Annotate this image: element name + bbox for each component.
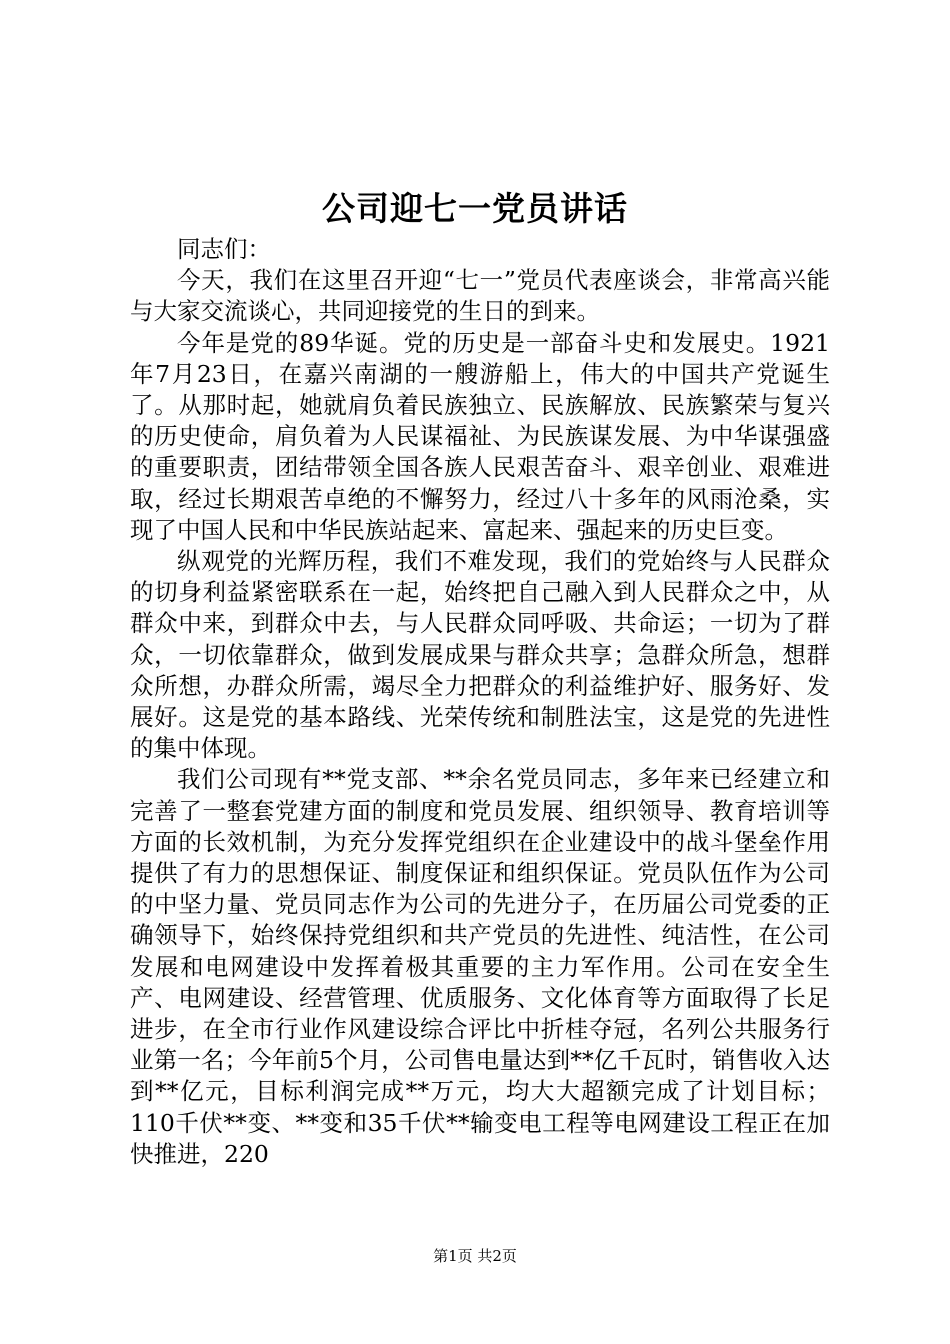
paragraph-salutation: 同志们： [177,235,271,263]
page-footer: 第1页 共2页 [433,1247,517,1265]
document-title: 公司迎七一党员讲话 [322,189,628,228]
document-body [130,234,830,1170]
paragraph-company-achievements: 我们公司现有**党支部、**余名党员同志，多年来已经建立和完善了一整套党建方面的制度和党员发展、组织领导、教育培训等方面的长效机制，为充分发挥党组织在企业建设中的战斗堡垒作用提供了有力的思想保证、制度保证和组织保证。党员队伍作为公司的中坚力量、党员同志作为公司的先进分子，在历届公司党委的正确领导下，始终保持党组织和共产党员的先进性、纯洁性，在公司发展和电网建设中发挥着极其重要的主力军作用。公司在安全生产、电网建设、经营管理、优质服务、文化体育等方面取得了长足进步，在全市行业作风建设综合评比中折桂夺冠，名列公共服务行业第一名；今年前5个月，公司售电量达到**亿千瓦时，销售收入达到**亿元，目标利润完成**万元，均大大超额完成了计划目标；110千伏**变、**变和35千伏**输变电工程等电网建设工程正在加快推进，220 [130,765,830,1168]
paragraph-party-history: 今年是党的89华诞。党的历史是一部奋斗史和发展史。1921年7月23日，在嘉兴南湖的一艘游船上，伟大的中国共产党诞生了。从那时起，她就肩负着民族独立、民族解放、民族繁荣与复兴的历史使命，肩负着为人民谋福祉、为民族谋发展、为中华谋强盛的重要职责，团结带领全国各族人民艰苦奋斗、艰辛创业、艰难进取，经过长期艰苦卓绝的不懈努力，经过八十多年的风雨沧桑，实现了中国人民和中华民族站起来、富起来、强起来的历史巨变。 [130,328,830,544]
paragraph-party-mission: 纵观党的光辉历程，我们不难发现，我们的党始终与人民群众的切身利益紧密联系在一起，始终把自己融入到人民群众之中，从群众中来，到群众中去，与人民群众同呼吸、共命运；一切为了群众，一切依靠群众，做到发展成果与群众共享；急群众所急，想群众所想，办群众所需，竭尽全力把群众的利益维护好、服务好、发展好。这是党的基本路线、光荣传统和制胜法宝，这是党的先进性的集中体现。 [130,547,830,763]
paragraph-opening: 今天，我们在这里召开迎“七一”党员代表座谈会，非常高兴能与大家交流谈心，共同迎接党的生日的到来。 [130,266,830,326]
